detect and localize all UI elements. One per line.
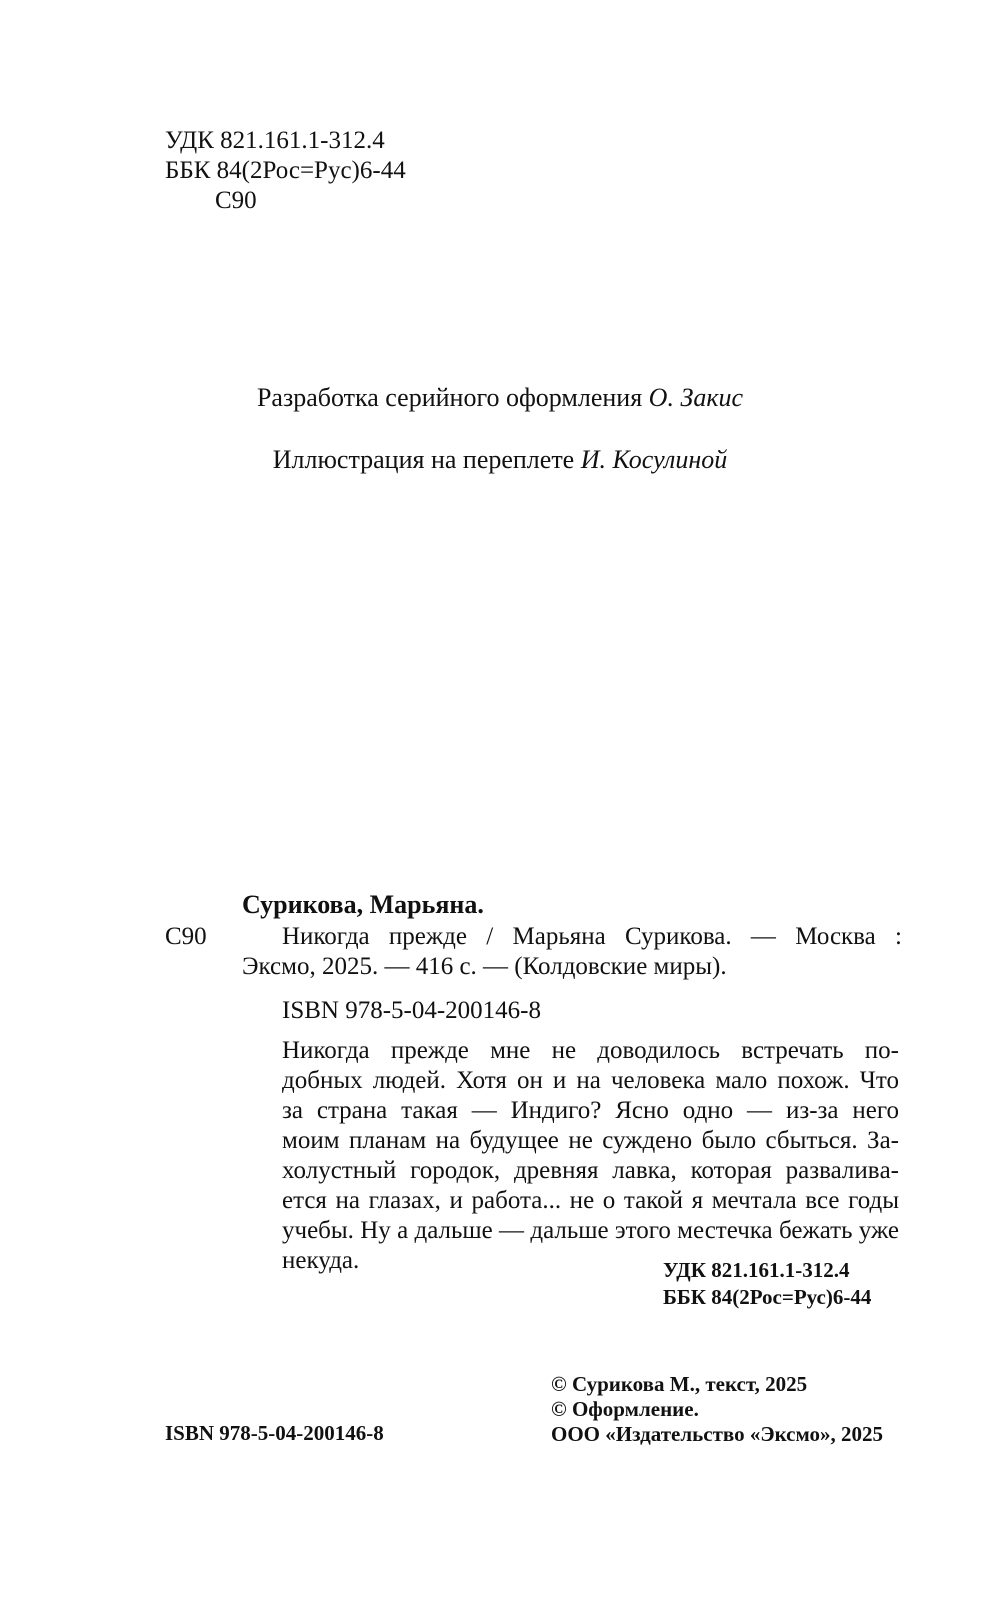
footer-isbn: ISBN 978-5-04-200146-8 [165,1421,384,1445]
annotation-line: холустный городок, древняя лавка, которая разваливa- [282,1157,899,1184]
udk-code: УДК 821.161.1-312.4 [165,127,385,154]
record-udk: УДК 821.161.1-312.4 [663,1258,850,1282]
copyright-design: © Оформление. [551,1397,699,1421]
annotation-line: добных людей. Хотя он и на человека мало похож. Что [282,1067,899,1094]
design-credit-name: О. Закис [648,383,744,412]
annotation-line: моим планам на будущее не суждено было сбыться. За- [282,1127,899,1154]
record-isbn: ISBN 978-5-04-200146-8 [282,997,542,1024]
annotation [282,1036,899,1276]
copyright-text: © Сурикова М., текст, 2025 [551,1372,808,1396]
record-author-mark: С90 [165,923,207,950]
record-bbk: ББК 84(2Рос=Рус)6-44 [663,1285,872,1309]
record-description [242,922,902,982]
record-description-line: Эксмо, 2025. — 416 с. — (Колдовские миры). [242,953,727,980]
illustration-credit-name: И. Косулиной [580,445,728,474]
annotation-line: за страна такая — Индиго? Ясно одно — из-за него [282,1097,899,1124]
record-description-line: Никогда прежде / Марьяна Сурикова. — Москва : [282,923,902,950]
copyright-publisher: ООО «Издательство «Эксмо», 2025 [551,1422,884,1446]
design-credit [0,382,1000,414]
bbk-code: ББК 84(2Рос=Рус)6-44 [165,157,406,184]
design-credit-label: Разработка серийного оформления [256,383,643,412]
annotation-line: ется на глазах, и работа... не о такой я мечтала все годы [282,1187,899,1214]
record-author: Сурикова, Марьяна. [242,890,484,919]
author-mark: С90 [215,187,257,214]
annotation-line: Никогда прежде мне не доводилось встречать по- [282,1037,899,1064]
annotation-line: учебы. Ну а дальше — дальше этого местечка бежать уже [282,1217,899,1244]
illustration-credit-label: Иллюстрация на переплете [272,445,575,474]
annotation-line: некуда. [282,1247,360,1274]
illustration-credit [0,444,1000,476]
